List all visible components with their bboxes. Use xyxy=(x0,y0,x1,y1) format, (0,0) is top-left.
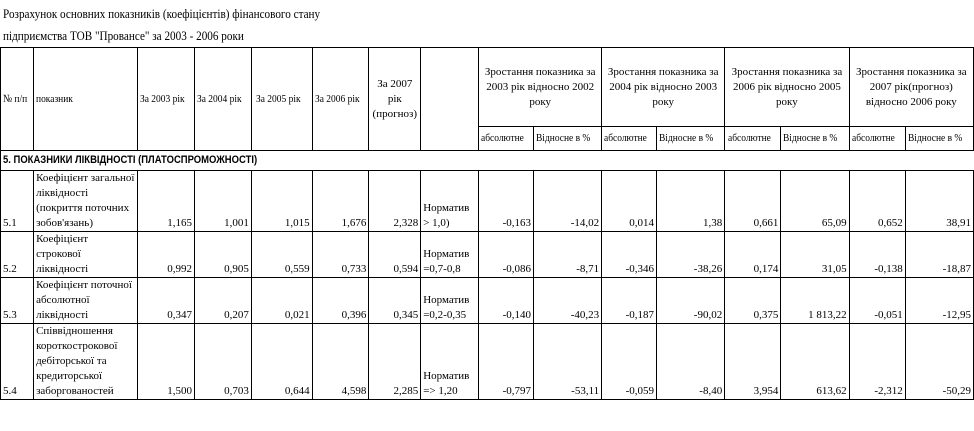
cell-norm: Норматив => 1,20 xyxy=(421,324,479,400)
header-2007: За 2007 рік (прогноз) xyxy=(369,48,421,151)
header-num: № п/п xyxy=(1,48,34,151)
row-num: 5.1 xyxy=(1,171,34,232)
document-title-line1: Розрахунок основних показників (коефіцієнтів) фінансового стану xyxy=(3,6,321,21)
cell-norm: Норматив =0,2-0,35 xyxy=(421,278,479,324)
cell-2004: 0,703 xyxy=(195,324,252,400)
cell-2006: 4,598 xyxy=(312,324,369,400)
table-row xyxy=(1,232,974,278)
cell-rel-3: 1 813,22 xyxy=(781,278,849,324)
cell-rel-2: -8,40 xyxy=(657,324,725,400)
cell-abs-4: -2,312 xyxy=(849,324,905,400)
header-rel-1: Відносне в % xyxy=(534,127,602,151)
cell-rel-4: 38,91 xyxy=(905,171,973,232)
header-abs-4: абсолютне xyxy=(849,127,905,151)
row-name: Співвідношення короткострокової дебіторської та кредиторської заборгованостей xyxy=(34,324,138,400)
cell-2004: 1,001 xyxy=(195,171,252,232)
cell-rel-3: 613,62 xyxy=(781,324,849,400)
cell-2003: 1,500 xyxy=(138,324,195,400)
cell-abs-4: -0,138 xyxy=(849,232,905,278)
header-rel-3: Відносне в % xyxy=(781,127,849,151)
table-row xyxy=(1,324,974,400)
cell-rel-2: -90,02 xyxy=(657,278,725,324)
cell-rel-1: -14,02 xyxy=(534,171,602,232)
cell-2003: 1,165 xyxy=(138,171,195,232)
header-abs-2: абсолютне xyxy=(602,127,657,151)
cell-abs-3: 0,661 xyxy=(725,171,781,232)
cell-rel-3: 65,09 xyxy=(781,171,849,232)
section-title: 5. ПОКАЗНИКИ ЛІКВІДНОСТІ (ПЛАТОСПРОМОЖНОСТІ) xyxy=(1,151,974,171)
header-abs-3: абсолютне xyxy=(725,127,781,151)
header-2006: За 2006 рік xyxy=(312,48,369,151)
cell-2006: 0,733 xyxy=(312,232,369,278)
liquidity-table xyxy=(0,47,974,400)
cell-abs-4: 0,652 xyxy=(849,171,905,232)
cell-abs-3: 0,375 xyxy=(725,278,781,324)
cell-2005: 0,644 xyxy=(251,324,312,400)
cell-abs-2: -0,059 xyxy=(602,324,657,400)
cell-2007: 2,328 xyxy=(369,171,421,232)
row-num: 5.4 xyxy=(1,324,34,400)
header-abs-1: абсолютне xyxy=(479,127,534,151)
header-2005: За 2005 рік xyxy=(251,48,312,151)
cell-norm: Норматив =0,7-0,8 xyxy=(421,232,479,278)
cell-rel-2: 1,38 xyxy=(657,171,725,232)
cell-abs-1: -0,086 xyxy=(479,232,534,278)
row-num: 5.2 xyxy=(1,232,34,278)
header-growth-2004: Зростання показника за 2004 рік відносно 2003 року xyxy=(602,48,725,127)
cell-norm: Норматив > 1,0) xyxy=(421,171,479,232)
cell-2006: 0,396 xyxy=(312,278,369,324)
cell-2006: 1,676 xyxy=(312,171,369,232)
row-name: Коефіцієнт поточної абсолютної ліквідності xyxy=(34,278,138,324)
cell-abs-2: -0,187 xyxy=(602,278,657,324)
header-growth-2003: Зростання показника за 2003 рік відносно 2002 року xyxy=(479,48,602,127)
cell-rel-4: -12,95 xyxy=(905,278,973,324)
header-indicator: показник xyxy=(34,48,138,151)
cell-2005: 0,559 xyxy=(251,232,312,278)
header-growth-2006: Зростання показника за 2006 рік відносно 2005 року xyxy=(725,48,849,127)
cell-abs-2: 0,014 xyxy=(602,171,657,232)
header-norm xyxy=(421,48,479,151)
header-2003: За 2003 рік xyxy=(138,48,195,151)
cell-2007: 0,594 xyxy=(369,232,421,278)
cell-2003: 0,347 xyxy=(138,278,195,324)
document-title-line2: підприємства ТОВ "Провансе" за 2003 - 2006 роки xyxy=(3,28,244,43)
cell-abs-4: -0,051 xyxy=(849,278,905,324)
cell-2007: 0,345 xyxy=(369,278,421,324)
cell-2007: 2,285 xyxy=(369,324,421,400)
table-row xyxy=(1,171,974,232)
cell-rel-3: 31,05 xyxy=(781,232,849,278)
header-growth-2007: Зростання показника за 2007 рік(прогноз) відносно 2006 року xyxy=(849,48,973,127)
cell-rel-1: -53,11 xyxy=(534,324,602,400)
header-2004: За 2004 рік xyxy=(195,48,252,151)
cell-abs-3: 0,174 xyxy=(725,232,781,278)
cell-2005: 1,015 xyxy=(251,171,312,232)
cell-2005: 0,021 xyxy=(251,278,312,324)
cell-abs-1: -0,163 xyxy=(479,171,534,232)
header-rel-2: Відносне в % xyxy=(657,127,725,151)
cell-abs-3: 3,954 xyxy=(725,324,781,400)
cell-rel-1: -40,23 xyxy=(534,278,602,324)
cell-abs-1: -0,140 xyxy=(479,278,534,324)
cell-abs-2: -0,346 xyxy=(602,232,657,278)
cell-rel-1: -8,71 xyxy=(534,232,602,278)
row-name: Коефіцієнт загальної ліквідності (покриття поточних зобов'язань) xyxy=(34,171,138,232)
cell-rel-4: -18,87 xyxy=(905,232,973,278)
cell-2003: 0,992 xyxy=(138,232,195,278)
cell-rel-2: -38,26 xyxy=(657,232,725,278)
cell-2004: 0,207 xyxy=(195,278,252,324)
table-row xyxy=(1,278,974,324)
cell-rel-4: -50,29 xyxy=(905,324,973,400)
cell-2004: 0,905 xyxy=(195,232,252,278)
row-name: Коефіцієнт строкової ліквідності xyxy=(34,232,138,278)
cell-abs-1: -0,797 xyxy=(479,324,534,400)
row-num: 5.3 xyxy=(1,278,34,324)
header-rel-4: Відносне в % xyxy=(905,127,973,151)
